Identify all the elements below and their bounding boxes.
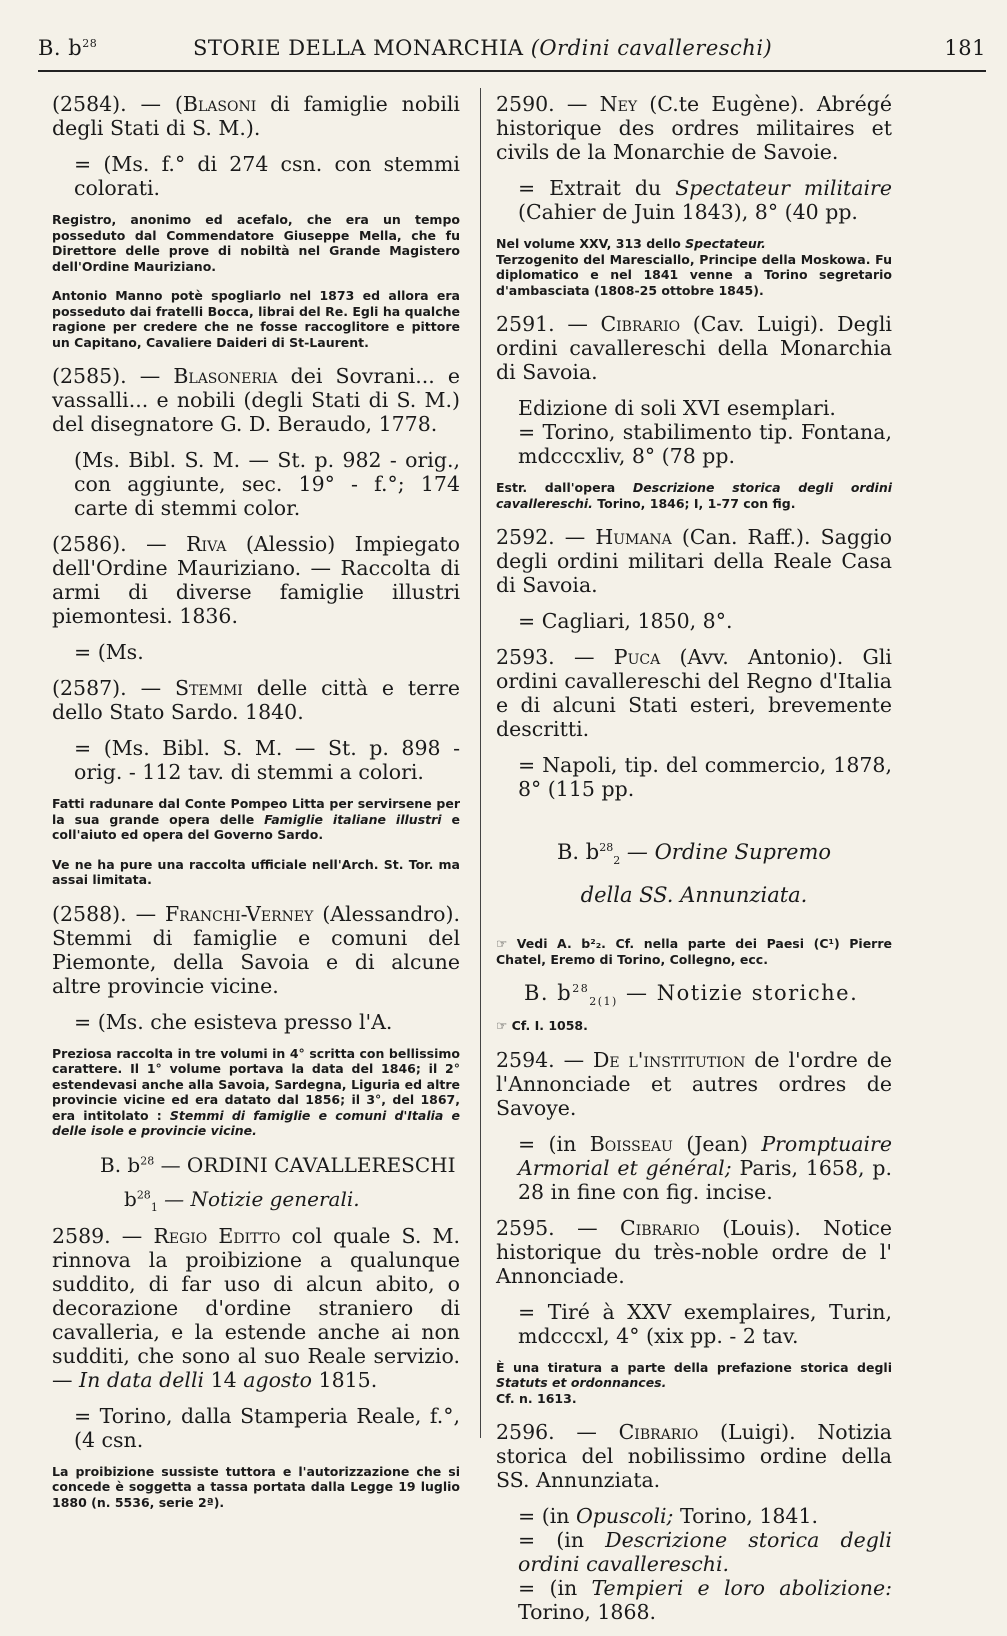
column-divider	[480, 88, 481, 1438]
section-heading-notizie-storiche: B. $b^{28}_{2(1)}$ — Notizie storiche.	[524, 981, 859, 1009]
running-header	[38, 36, 986, 70]
entry-2596: 2596. — Cibrario (Luigi). Notizia storica del nobilissimo ordine della SS. Annunziata. = (in Opuscoli; Torino, 1841. = (in Descrizione storica degli ordini cavallereschi. = (in Tempieri e loro abolizione: Torino, 1868.	[496, 1420, 892, 1625]
header-rule	[38, 70, 986, 72]
section-heading-ordini: B. $b^{28}$ — ORDINI CAVALLERESCHI	[100, 1152, 456, 1177]
subsection-heading-notizie-generali: $b^{28}_1$ — Notizie generali.	[124, 1186, 360, 1214]
entry-2594: 2594. — De l'institution de l'ordre de l'Annonciade et autres ordres de Savoye. = (in Boisseau (Jean) Promptuaire Armorial et général; Paris, 1658, p. 28 in fine con fig. incise.	[496, 1047, 892, 1204]
pointing-hand-icon: ☞	[496, 1018, 512, 1034]
entry-2593: 2593. — Puca (Avv. Antonio). Gli ordini cavallereschi del Regno d'Italia e di alcuni Stati esteri, brevemente descritti. = Napoli, tip. del commercio, 1878, 8° (115 pp.	[496, 645, 892, 801]
page-number: 181	[944, 36, 986, 60]
right-column: 2590. — Ney (C.te Eugène). Abrégé historique des ordres militaires et civils de la Monarchie de Savoie. = Extrait du Spectateur militaire (Cahier de Juin 1843), 8° (40 pp. Nel volume XXV, 313 dello Spectateur. Terzogenito del Maresciallo, Principe della Moskowa. Fu diplomatico e nel 1841 venne a Torino segretario d'ambasciata (1808-25 ottobre 1845). 2591. — Cibrario (Cav. Luigi). Degli ordini cavallereschi della Monarchia di Savoia. Edizione di soli XVI esemplari. = Torino, stabilimento tip. Fontana, mdcccxliv, 8° (78 pp. Estr. dall'opera Descrizione storica degli ordini cavallereschi. Torino, 1846; I, 1-77 con fig. 2592. — Humana (Can. Raff.). Saggio degli ordini militari della Reale Casa di Savoia. = Cagliari, 1850, 8°. 2593. — Puca (Avv. Antonio). Gli ordini cavallereschi del Regno d'Italia e di alcuni Stati esteri, brevemente descritti. = Napoli, tip. del commercio, 1878, 8° (115 pp. B. $b^{28}_2$ — Ordine Supremo della SS. Annunziata. ☞ Vedi A. b²₂. Cf. nella parte dei Paesi (C¹) Pierre Chatel, Eremo di Torino, Collegno, ecc. B. $b^{28}_{2(1)}$ — Notizie storiche. ☞ Cf. I. 1058. 2594. — De l'institution de l'ordre de l'Annonciade et autres ordres de Savoye. = (in Boisseau (Jean) Promptuaire Armorial et général; Paris, 1658, p. 28 in fine con fig. incise. 2595. — Cibrario (Louis). Notice historique du très-noble ordre de l' Annonciade. = Tiré à XXV exemplaires, Turin, mdcccxl, 4° (xix pp. - 2 tav. È una tiratura a parte della prefazione storica degli Statuts et ordonnances. Cf. n. 1613. 2596. — Cibrario (Luigi). Notizia storica del nobilissimo ordine della SS. Annunziata. = (in Opuscoli; Torino, 1841. = (in Descrizione storica degli ordini cavallereschi. = (in Tempieri e loro abolizione: Torino, 1868.	[496, 92, 893, 1625]
left-column	[52, 92, 460, 1524]
entry-2589: 2589. — Regio Editto col quale S. M. rinnova la proibizione a qualunque suddito, di far uso di alcun abito, o decorazione d'ordine straniero di cavalleria, e la estende anche ai non sudditi, che sono al suo Reale servizio. — In data delli 14 agosto 1815. = Torino, dalla Stamperia Reale, f.°, (4 csn. La proibizione sussiste tuttora e l'autorizzazione che si concede è soggetta a tassa portata dalla Legge 19 luglio 1880 (n. 5536, serie 2ª).	[52, 1223, 460, 1510]
entry-2591: 2591. — Cibrario (Cav. Luigi). Degli ordini cavallereschi della Monarchia di Savoia. Edizione di soli XVI esemplari. = Torino, stabilimento tip. Fontana, mdcccxliv, 8° (78 pp. Estr. dall'opera Descrizione storica degli ordini cavallereschi. Torino, 1846; I, 1-77 con fig.	[496, 312, 893, 511]
entry-2588: (2588). — Franchi-Verney (Alessandro). Stemmi di famiglie e comuni del Piemonte, della Savoia e di alcune altre provincie vicine. = (Ms. che esisteva presso l'A. Preziosa raccolta in tre volumi in 4° scritta con bellissimo carattere. Il 1° volume portava la data del 1846; il 2° estendevasi anche alla Savoia, Sardegna, Liguria ed altre provincie vicine ed era datato dal 1856; il 3°, del 1867, era intitolato : Stemmi di famiglie e comuni d'Italia e delle isole e provincie vicine.	[52, 901, 460, 1138]
entry-2585: (2585). — Blasoneria dei Sovrani... e vassalli... e nobili (degli Stati di S. M.) del disegnatore G. D. Beraudo, 1778. (Ms. Bibl. S. M. — St. p. 982 - orig., con aggiunte, sec. 19° - f.°; 174 carte di stemmi color.	[52, 364, 460, 520]
header-title: STORIE DELLA MONARCHIA (Ordini cavallereschi)	[193, 36, 773, 60]
entry-2584: (2584). — (Blasoni di famiglie nobili degli Stati di S. M.). = (Ms. f.° di 274 csn. con stemmi colorati. Registro, anonimo ed acefalo, che era un tempo posseduto dal Commendatore Giuseppe Mella, che fu Direttore delle prove di nobiltà nel Grande Magistero dell'Ordine Mauriziano. Antonio Manno potè spogliarlo nel 1873 ed allora era posseduto dai fratelli Bocca, librai del Re. Egli ha qualche ragione per credere che ne fosse raccoglitore e pittore un Capitano, Cavaliere Daideri di St-Laurent.	[52, 92, 460, 350]
entry-2590: 2590. — Ney (C.te Eugène). Abrégé historique des ordres militaires et civils de la Monarchie de Savoie. = Extrait du Spectateur militaire (Cahier de Juin 1843), 8° (40 pp. Nel volume XXV, 313 dello Spectateur. Terzogenito del Maresciallo, Principe della Moskowa. Fu diplomatico e nel 1841 venne a Torino segretario d'ambasciata (1808-25 ottobre 1845).	[496, 92, 892, 298]
entry-2592: 2592. — Humana (Can. Raff.). Saggio degli ordini militari della Reale Casa di Savoia. = Cagliari, 1850, 8°.	[496, 525, 892, 633]
entry-2587: (2587). — Stemmi delle città e terre dello Stato Sardo. 1840. = (Ms. Bibl. S. M. — St. p. 898 - orig. - 112 tav. di stemmi a colori. Fatti radunare dal Conte Pompeo Litta per servirsene per la sua grande opera delle Famiglie italiane illustri e coll'aiuto ed opera del Governo Sardo. Ve ne ha pure una raccolta ufficiale nell'Arch. St. Tor. ma assai limitata.	[52, 676, 460, 887]
section-heading-ordine-supremo: B. $b^{28}_2$ — Ordine Supremo della SS. Annunziata.	[556, 840, 831, 908]
entry-2595: 2595. — Cibrario (Louis). Notice historique du très-noble ordre de l' Annonciade. = Tiré à XXV exemplaires, Turin, mdcccxl, 4° (xix pp. - 2 tav. È una tiratura a parte della prefazione storica degli Statuts et ordonnances. Cf. n. 1613.	[496, 1215, 892, 1406]
header-section-code: B. $b^{28}$	[38, 36, 98, 60]
entry-2586: (2586). — Riva (Alessio) Impiegato dell'Ordine Mauriziano. — Raccolta di armi di diverse famiglie illustri piemontesi. 1836. = (Ms.	[52, 532, 461, 664]
pointing-hand-icon: ☞	[496, 936, 517, 952]
